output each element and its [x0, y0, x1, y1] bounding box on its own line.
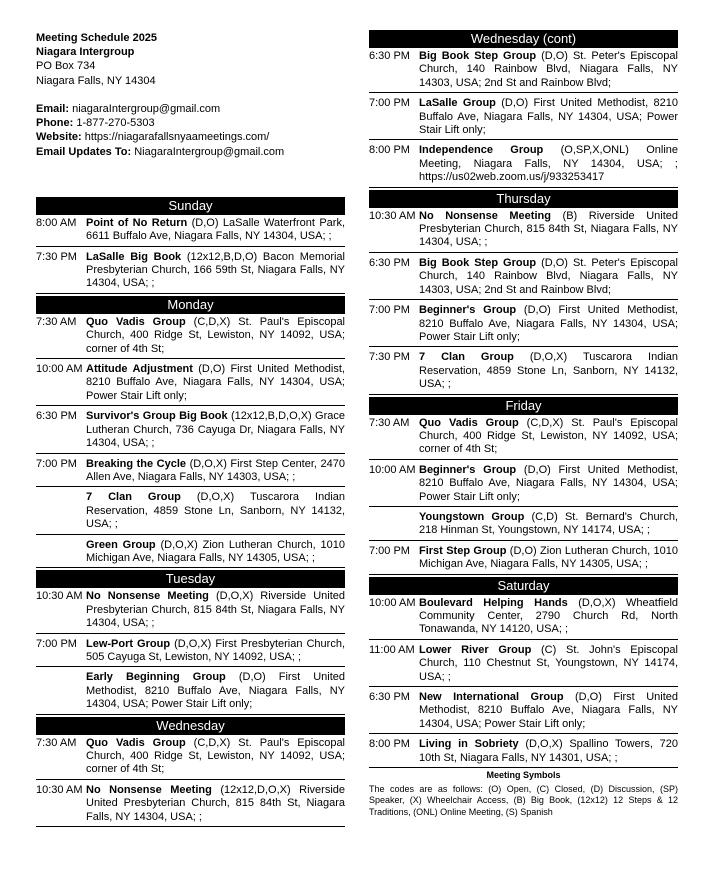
meeting-description: [86, 737, 345, 777]
section-sunday: [36, 197, 345, 294]
email-line: [36, 102, 345, 116]
meeting-description: [419, 144, 678, 184]
left-column: [36, 0, 345, 829]
meeting-description: [86, 539, 345, 566]
meeting-description: [419, 351, 678, 391]
meeting-description: [419, 464, 678, 504]
meeting-name: No Nonsense Meeting: [86, 783, 212, 796]
meeting-row: [36, 249, 345, 294]
meeting-details: (C,D,X) St. Paul's Episcopal Church, 400 Ridge St, Lewiston, NY 14092, USA; corner of 4th St;: [86, 736, 346, 776]
email-value[interactable]: niagaraIntergroup@gmail.com: [72, 103, 221, 115]
meeting-description: [86, 363, 345, 403]
meeting-name: Green Group: [86, 538, 156, 551]
meeting-name: Lew-Port Group: [86, 637, 171, 650]
website-label: Website:: [36, 131, 82, 144]
meeting-details: (D,O,X) Wheatfield Community Center, 2790 Church Rd, North Tonawanda, NY 14120, USA; ;: [419, 596, 678, 636]
meeting-time: 10:30 AM: [369, 209, 416, 222]
meeting-details: (C,D,X) St. Paul's Episcopal Church, 400 Ridge St, Lewiston, NY 14092, USA; corner of 4th St;: [86, 315, 346, 355]
meeting-time: 7:00 PM: [36, 637, 77, 650]
meeting-details: (D,O,X) First Step Center, 2470 Allen Ave, Niagara Falls, NY 14303, USA; ;: [86, 457, 345, 483]
meeting-row: [36, 489, 345, 534]
meeting-name: Beginner's Group: [419, 463, 517, 476]
meeting-name: LaSalle Group: [419, 97, 496, 110]
meeting-details: (C,D) St. Bernard's Church, 218 Hinman St, Youngstown, NY 14174, USA; ;: [419, 510, 678, 537]
meeting-name: Survivor's Group Big Book: [86, 410, 228, 423]
meeting-time: 7:00 PM: [369, 544, 410, 557]
meeting-details: (C) St. John's Episcopal Church, 110 Chestnut St, Youngstown, NY 14174, USA; ;: [419, 643, 678, 683]
updates-line: [36, 145, 345, 159]
meeting-row: [369, 349, 678, 394]
meeting-time: 7:30 AM: [36, 736, 77, 749]
meeting-description: [419, 738, 678, 765]
meeting-description: [419, 511, 678, 538]
updates-value[interactable]: NiagaraIntergroup@gmail.com: [134, 145, 285, 158]
meeting-row: [369, 689, 678, 734]
meeting-description: [419, 304, 678, 344]
meeting-row: [369, 595, 678, 640]
meeting-name: Living in Sobriety: [419, 738, 519, 751]
meeting-row: [36, 588, 345, 633]
meeting-details: (D,O) First United Methodist, 8210 Buffalo Ave, Niagara Falls, NY 14304, USA; Power Stair Lift only;: [86, 671, 345, 711]
meeting-description: [86, 458, 345, 485]
meeting-description: [86, 590, 345, 630]
meeting-description: [86, 410, 345, 450]
meeting-row: [36, 636, 345, 668]
meeting-row: [36, 408, 345, 453]
meeting-time: 11:00 AM: [369, 643, 415, 656]
email-label: Email:: [36, 103, 70, 115]
meeting-row: [369, 736, 678, 768]
meeting-row: [369, 255, 678, 300]
updates-label: Email Updates To:: [36, 145, 132, 158]
meeting-details: (D,O,X) First Presbyterian Church, 505 Cayuga St, Lewiston, NY 14092, USA; ;: [86, 637, 345, 663]
day-header: Thursday: [369, 190, 678, 208]
meeting-details: (D,O) St. Peter's Episcopal Church, 140 Rainbow Blvd, Niagara Falls, NY 14303, USA; 2nd St and Rainbow Blvd;: [419, 50, 678, 89]
meeting-description: [419, 50, 678, 90]
meeting-row: [369, 48, 678, 93]
meeting-row: [36, 215, 345, 247]
meeting-name: LaSalle Big Book: [86, 250, 182, 263]
meeting-name: No Nonsense Meeting: [419, 209, 551, 222]
meeting-description: [419, 97, 678, 137]
meeting-description: [86, 638, 345, 665]
meeting-details: (D,O,X) Tuscarora Indian Reservation, 4859 Stone Ln, Sanborn, NY 14132, USA; ;: [419, 351, 678, 391]
meeting-name: Attitude Adjustment: [86, 363, 193, 376]
meeting-time: 7:00 PM: [369, 97, 410, 110]
meeting-description: [419, 210, 678, 250]
phone-label: Phone:: [36, 117, 74, 130]
meeting-details: (C,D,X) St. Paul's Episcopal Church, 400 Ridge St, Lewiston, NY 14092, USA; corner of 4th St;: [419, 416, 679, 456]
meeting-name: Independence Group: [419, 144, 544, 157]
meeting-time: 8:00 PM: [369, 738, 410, 751]
meeting-name: Youngstown Group: [419, 510, 525, 523]
meeting-row: [369, 302, 678, 347]
meeting-time: 7:30 PM: [369, 351, 410, 364]
meeting-name: 7 Clan Group: [86, 491, 181, 504]
meeting-time: 10:30 AM: [36, 590, 83, 603]
section-wednesday-cont: [369, 30, 678, 188]
meeting-row: [36, 314, 345, 359]
meeting-name: Breaking the Cycle: [86, 457, 187, 470]
meeting-time: 6:30 PM: [36, 410, 77, 423]
meeting-details: (D,O) First United Methodist, 8210 Buffalo Ave, Niagara Falls, NY 14304, USA; Power Stair Lift only;: [419, 304, 678, 343]
meeting-row: [36, 669, 345, 714]
section-thursday: [369, 190, 678, 395]
day-header: Saturday: [369, 577, 678, 595]
meeting-description: [86, 671, 345, 711]
meeting-name: Beginner's Group: [419, 304, 517, 317]
meeting-description: [86, 316, 345, 356]
meeting-description: [86, 251, 345, 291]
section-saturday: [369, 577, 678, 768]
day-header: Wednesday (cont): [369, 30, 678, 48]
legend-text: The codes are as follows: (O) Open, (C) Closed, (D) Discussion, (SP) Speaker, (X) Wheelchair Access, (B) Big Book, (12x12) 12 Steps & 12 Traditions, (ONL) Online Meeting, (S) Spanish: [369, 783, 678, 817]
meeting-details: (D,O,X) Spallino Towers, 720 10th St, Niagara Falls, NY 14301, USA; ;: [419, 738, 678, 764]
meeting-name: Quo Vadis Group: [86, 736, 186, 749]
meeting-details: (12x12,B,D,O) Bacon Memorial Presbyterian Church, 166 59th St, Niagara Falls, NY 14304, USA; ;: [86, 250, 345, 290]
meeting-details: (12x12,B,D,O,X) Grace Lutheran Church, 736 Cayuga Dr, Niagara Falls, NY 14304, USA; ;: [86, 410, 345, 450]
meeting-row: [36, 782, 345, 827]
meeting-name: New International Group: [419, 691, 564, 704]
meeting-description: [86, 491, 345, 531]
meeting-details: (D,O) First United Methodist, 8210 Buffalo Ave, Niagara Falls, NY 14304, USA; Power Stair Lift only;: [86, 363, 345, 402]
phone-value[interactable]: 1-877-270-5303: [76, 117, 155, 130]
meeting-details: (B) Riverside United Presbyterian Church, 815 84th St, Niagara Falls, NY 14304, USA; ;: [419, 209, 678, 249]
meeting-details: (D,O,X) Tuscarora Indian Reservation, 4859 Stone Ln, Sanborn, NY 14132, USA; ;: [86, 491, 345, 531]
meeting-row: [36, 361, 345, 406]
meeting-time: [369, 511, 419, 538]
meeting-name: Point of No Return: [86, 216, 188, 229]
meeting-details: (D,O,X) Zion Lutheran Church, 1010 Michigan Ave, Niagara Falls, NY 14305, USA; ;: [86, 538, 345, 564]
meeting-time: 7:30 AM: [36, 315, 77, 328]
meeting-details: (O,SP,X,ONL) Online Meeting, Niagara Falls, NY 14304, USA; ; https://us02web.zoom.us/j/933253417: [419, 144, 679, 184]
section-friday: [369, 397, 678, 575]
org-name: Niagara Intergroup: [36, 46, 135, 59]
meeting-time: 6:30 PM: [369, 256, 410, 269]
page-title: Meeting Schedule 2025: [36, 32, 158, 44]
meeting-name: First Step Group: [419, 544, 507, 557]
day-header: Wednesday: [36, 717, 345, 735]
meeting-row: [36, 735, 345, 780]
section-wednesday: [36, 717, 345, 827]
meeting-time: 10:00 AM: [369, 463, 416, 476]
section-monday: [36, 296, 345, 569]
meeting-row: [369, 142, 678, 187]
day-header: Sunday: [36, 197, 345, 215]
meeting-time: [36, 671, 86, 711]
meeting-row: [369, 509, 678, 541]
meeting-time: 7:00 PM: [36, 457, 77, 470]
meeting-description: [419, 597, 678, 637]
meeting-time: [36, 491, 86, 531]
meeting-details: (D,O) First United Methodist, 8210 Buffalo Ave, Niagara Falls, NY 14304, USA; Power Stair Lift only;: [419, 97, 678, 137]
meeting-time: 10:00 AM: [36, 363, 83, 376]
meeting-name: 7 Clan Group: [419, 351, 514, 364]
contact-header: [36, 0, 345, 159]
meeting-name: No Nonsense Meeting: [86, 590, 209, 603]
meeting-row: [369, 462, 678, 507]
address-line-1: PO Box 734: [36, 60, 96, 73]
meeting-time: 7:30 AM: [369, 416, 410, 429]
meeting-name: Quo Vadis Group: [419, 416, 519, 429]
meeting-description: [419, 417, 678, 457]
meeting-name: Big Book Step Group: [419, 256, 537, 269]
meeting-symbols-legend: [369, 770, 678, 818]
meeting-details: (D,O) LaSalle Waterfront Park, 6611 Buffalo Ave, Niagara Falls, NY 14304, USA; ;: [86, 216, 346, 243]
meeting-row: [369, 642, 678, 687]
meeting-row: [369, 415, 678, 460]
meeting-name: Boulevard Helping Hands: [419, 596, 568, 609]
meeting-description: [86, 784, 345, 824]
day-header: Monday: [36, 296, 345, 314]
meeting-name: Early Beginning Group: [86, 671, 226, 684]
meeting-description: [419, 257, 678, 297]
meeting-name: Quo Vadis Group: [86, 315, 186, 328]
meeting-row: [369, 208, 678, 253]
meeting-description: [419, 691, 678, 731]
website-value[interactable]: https://niagarafallsnyaameetings.com/: [84, 131, 270, 144]
meeting-time: 6:30 PM: [369, 691, 410, 704]
meeting-time: 8:00 AM: [36, 216, 77, 229]
meeting-details: (12x12,D,O,X) Riverside United Presbyterian Church, 815 84th St, Niagara Falls, NY 14304, USA; ;: [86, 783, 346, 823]
right-column: [369, 0, 678, 818]
meeting-time: 10:00 AM: [369, 596, 416, 609]
meeting-row: [36, 537, 345, 569]
meeting-time: 7:00 PM: [369, 304, 410, 317]
meeting-name: Big Book Step Group: [419, 50, 537, 62]
address-line-2: Niagara Falls, NY 14304: [36, 74, 156, 87]
meeting-details: (D,O) St. Peter's Episcopal Church, 140 Rainbow Blvd, Niagara Falls, NY 14303, USA; 2nd St and Rainbow Blvd;: [419, 256, 678, 296]
meeting-details: (D,O) Zion Lutheran Church, 1010 Michigan Ave, Niagara Falls, NY 14305, USA; ;: [419, 544, 678, 571]
meeting-row: [36, 456, 345, 488]
meeting-description: [419, 545, 678, 572]
day-header: Friday: [369, 397, 678, 415]
website-line: [36, 130, 345, 144]
meeting-time: 10:30 AM: [36, 783, 83, 796]
meeting-row: [369, 543, 678, 575]
meeting-details: (D,O) First United Methodist, 8210 Buffalo Ave, Niagara Falls, NY 14304, USA; Power Stair Lift only;: [419, 463, 678, 503]
meeting-name: Lower River Group: [419, 643, 532, 656]
meeting-time: 6:30 PM: [369, 50, 410, 62]
meeting-description: [86, 217, 345, 244]
legend-title: Meeting Symbols: [486, 770, 561, 781]
day-header: Tuesday: [36, 570, 345, 588]
section-tuesday: [36, 570, 345, 714]
phone-line: [36, 116, 345, 130]
meeting-time: 8:00 PM: [369, 144, 410, 157]
meeting-time: [36, 539, 86, 566]
meeting-row: [369, 95, 678, 140]
meeting-details: (D,O,X) Riverside United Presbyterian Church, 815 84th St, Niagara Falls, NY 14304, USA; ;: [86, 590, 345, 630]
meeting-details: (D,O) First United Methodist, 8210 Buffalo Ave, Niagara Falls, NY 14304, USA; Power Stair Lift only;: [419, 691, 678, 730]
meeting-time: 7:30 PM: [36, 250, 77, 263]
meeting-description: [419, 644, 678, 684]
